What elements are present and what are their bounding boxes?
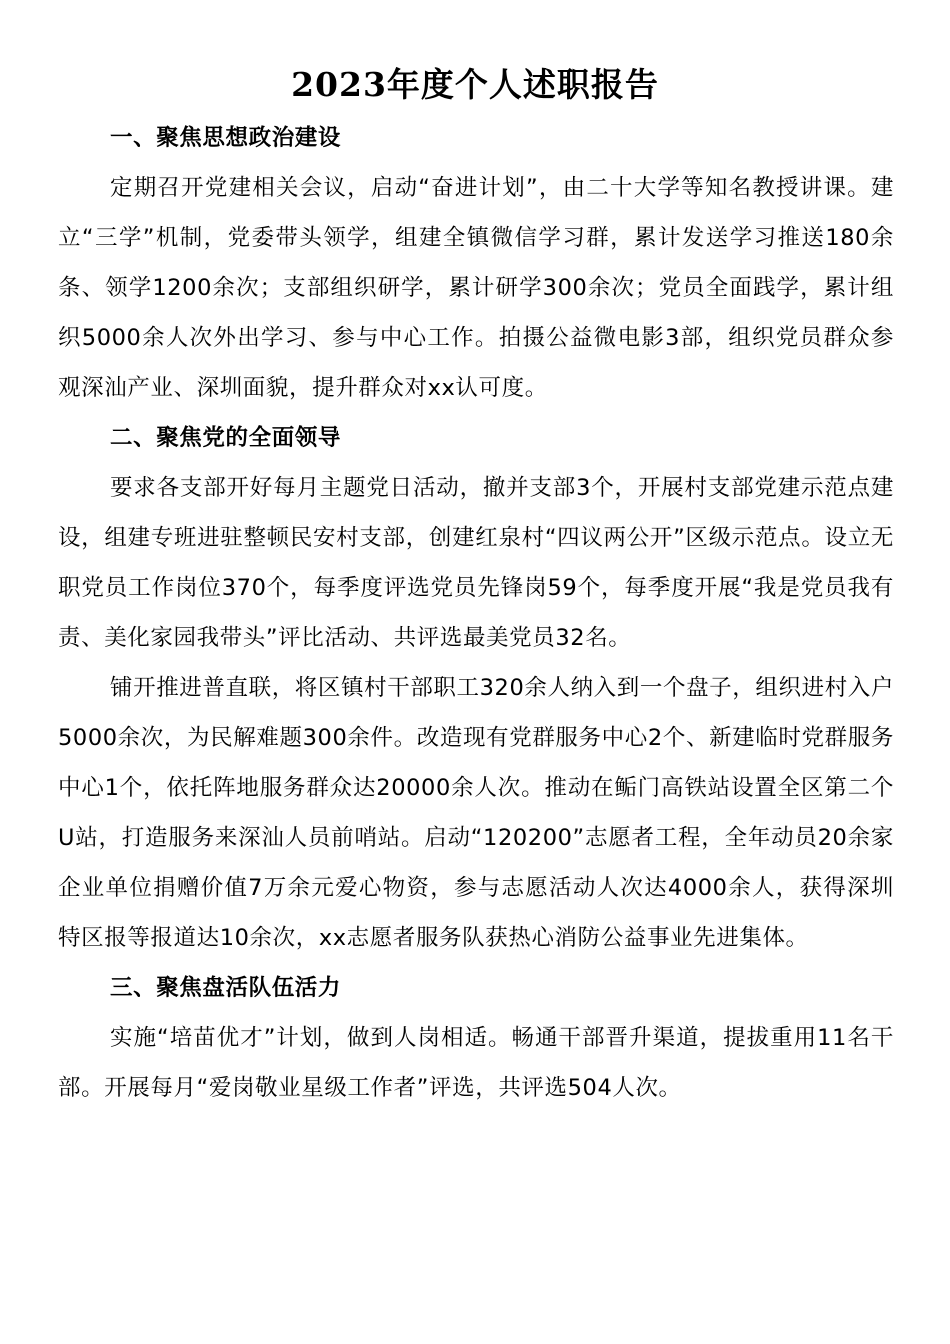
section-heading: 二、聚焦党的全面领导 xyxy=(110,425,342,451)
document-title: 2023年度个人述职报告 xyxy=(291,65,659,104)
section-heading: 三、聚焦盘活队伍活力 xyxy=(110,975,342,1001)
paragraph: 定期召开党建相关会议，启动“奋进计划”，由二十大学等知名教授讲课。建立“三学”机制，党委带头领学，组建全镇微信学习群，累计发送学习推送180余条、领学1200余次；支部组织研学，累计研学300余次；党员全面践学，累计组织5000余人次外出学习、参与中心工作。拍摄公益微电影3部，组织党员群众参观深汕产业、深圳面貌，提升群众对xx认可度。 xyxy=(58,175,894,401)
paragraph: 要求各支部开好每月主题党日活动，撤并支部3个，开展村支部党建示范点建设，组建专班进驻整顿民安村支部，创建红泉村“四议两公开”区级示范点。设立无职党员工作岗位370个，每季度评选党员先锋岗59个，每季度开展“我是党员我有责、美化家园我带头”评比活动、共评选最美党员32名。 xyxy=(58,475,894,651)
paragraph: 铺开推进普直联，将区镇村干部职工320余人纳入到一个盘子，组织进村入户5000余次，为民解难题300余件。改造现有党群服务中心2个、新建临时党群服务中心1个，依托阵地服务群众达20000余人次。推动在鲘门高铁站设置全区第二个U站，打造服务来深汕人员前哨站。启动“120200”志愿者工程，全年动员20余家企业单位捐赠价值7万余元爱心物资，参与志愿活动人次达4000余人，获得深圳特区报等报道达10余次，xx志愿者服务队获热心消防公益事业先进集体。 xyxy=(58,675,894,951)
paragraph: 实施“培苗优才”计划，做到人岗相适。畅通干部晋升渠道，提拔重用11名干部。开展每月“爱岗敬业星级工作者”评选，共评选504人次。 xyxy=(58,1025,894,1101)
section-heading: 一、聚焦思想政治建设 xyxy=(110,125,342,151)
document-body xyxy=(58,113,894,1113)
